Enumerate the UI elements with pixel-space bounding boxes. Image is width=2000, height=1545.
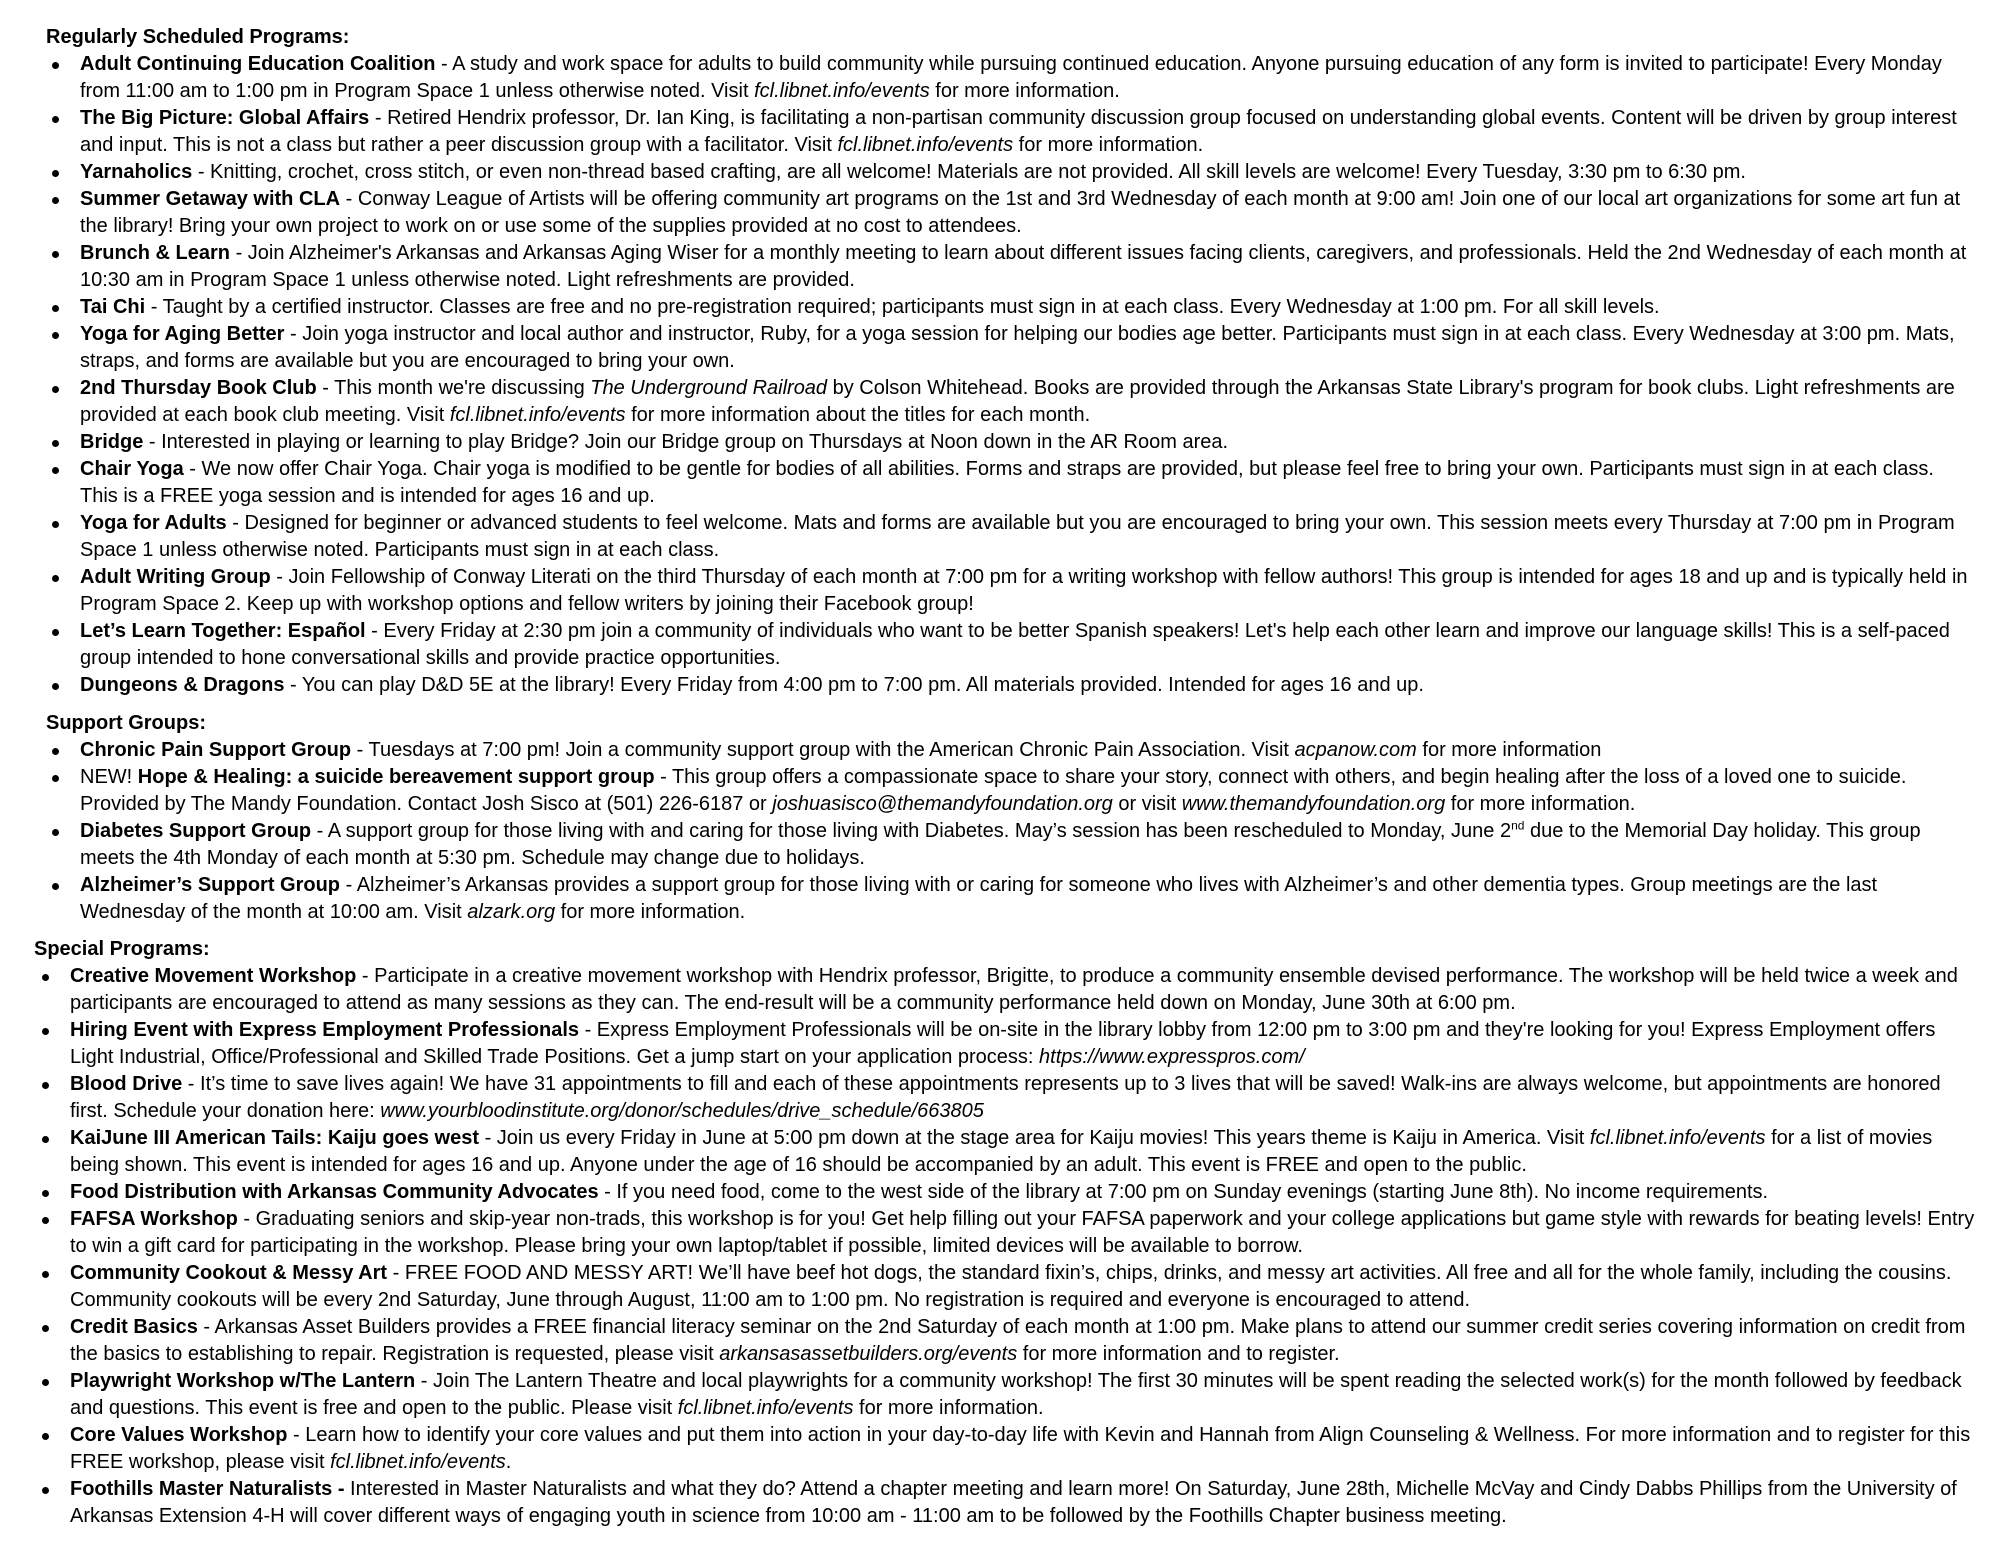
item-title: Alzheimer’s Support Group — [80, 874, 341, 896]
item-title: Adult Writing Group — [80, 566, 271, 588]
item-description: - Join The Lantern Theatre and local playwrights for a community workshop! The first 30 minutes will be spent reading the selected work(s) for the month followed by feedback and questions. This event is free and open to the public. Please visit — [70, 1370, 1962, 1419]
item-description: - Arkansas Asset Builders provides a FREE financial literacy seminar on the 2nd Saturday of each month at 1:00 pm. Make plans to attend our summer credit series covering information on credit from the basics to establishing to repair. Registration is requested, please visit — [70, 1316, 1966, 1365]
item-description-cont: for a list of movies being shown. This event is intended for ages 16 and up. Anyone under the age of 16 should be accompanied by an adult. This event is FREE and open to the public. — [70, 1127, 1933, 1176]
item-description: - Join yoga instructor and local author and instructor, Ruby, for a yoga session for helping our bodies age better. Participants must sign in at each class. Every Wednesday at 3:00 pm. Mats, straps, and forms are available but you are encouraged to bring your own. — [80, 323, 1955, 372]
list-item — [80, 51, 1975, 105]
list-item — [70, 1206, 1980, 1260]
item-description-end: for more information. — [1445, 793, 1636, 815]
list-item — [70, 1476, 1980, 1530]
special-programs-list — [70, 963, 1980, 1530]
list-item — [80, 240, 1975, 294]
item-description: - You can play D&D 5E at the library! Every Friday from 4:00 pm to 7:00 pm. All materials provided. Intended for ages 16 and up. — [284, 674, 1424, 696]
item-description: - Designed for beginner or advanced students to feel welcome. Mats and forms are available but you are encouraged to bring your own. This session meets every Thursday at 7:00 pm in Program Space 1 unless otherwise noted. Participants must sign in at each class. — [80, 512, 1955, 561]
item-description-cont: due to the Memorial Day holiday. This group meets the 4th Monday of each month at 5:30 pm. Schedule may change due to holidays. — [80, 820, 1921, 869]
item-description: - FREE FOOD AND MESSY ART! We’ll have beef hot dogs, the standard fixin’s, chips, drinks, and messy art activities. All free and all for the whole family, including the cousins. Community cookouts will be every 2nd Saturday, June through August, 11:00 am to 1:00 pm. No registration is required and everyone is encouraged to attend. — [70, 1262, 1952, 1311]
item-description: - A study and work space for adults to build community while pursuing continued education. Anyone pursuing education of any form is invited to participate! Every Monday from 11:00 am to 1:00 pm in Program Space 1 unless otherwise noted. Visit — [80, 53, 1942, 102]
list-item — [80, 672, 1975, 699]
item-description: - Join Alzheimer's Arkansas and Arkansas Aging Wiser for a monthly meeting to learn about different issues facing clients, caregivers, and professionals. Held the 2nd Wednesday of each month at 10:30 am in Program Space 1 unless otherwise noted. Light refreshments are provided. — [80, 242, 1967, 291]
regular-programs-section — [0, 24, 1990, 699]
item-title: Food Distribution with Arkansas Community Advocates — [70, 1181, 599, 1203]
item-title: Creative Movement Workshop — [70, 965, 357, 987]
item-link-2[interactable]: www.themandyfoundation.org — [1181, 793, 1446, 815]
item-title: Dungeons & Dragons — [80, 674, 285, 696]
list-item — [80, 186, 1975, 240]
item-description: - Join Fellowship of Conway Literati on the third Thursday of each month at 7:00 pm for a writing workshop with fellow authors! This group is intended for ages 18 and up and is typically held in Program Space 2. Keep up with workshop options and fellow writers by joining their Facebook group! — [80, 566, 1968, 615]
item-description: - Conway League of Artists will be offering community art programs on the 1st and 3rd Wednesday of each month at 9:00 am! Join one of our local art organizations for some art fun at the library! Bring your own project to work on or use some of the supplies provided at no cost to attendees. — [80, 188, 1961, 237]
list-item — [70, 1017, 1980, 1071]
item-description: - Every Friday at 2:30 pm join a community of individuals who want to be better Spanish speakers! Let's help each other learn and improve our language skills! This is a self-paced group intended to hone conversational skills and provide practice opportunities. — [80, 620, 1950, 669]
list-item — [80, 105, 1975, 159]
item-title: Credit Basics — [70, 1316, 198, 1338]
item-description: - This month we're discussing — [316, 377, 591, 399]
special-programs-section — [0, 936, 1990, 1530]
item-title: Diabetes Support Group — [80, 820, 312, 842]
item-description: - We now offer Chair Yoga. Chair yoga is modified to be gentle for bodies of all abilities. Forms and straps are provided, but please feel free to bring your own. Participants must sign in at each class. This is a FREE yoga session and is intended for ages 16 and up. — [80, 458, 1934, 507]
item-title: Yarnaholics — [80, 161, 193, 183]
item-link[interactable]: https://www.expresspros.com/ — [1039, 1046, 1305, 1068]
list-item — [80, 872, 1975, 926]
item-description: - If you need food, come to the west side of the library at 7:00 pm on Sunday evenings (starting June 8th). No income requirements. — [598, 1181, 1769, 1203]
item-link[interactable]: fcl.libnet.info/events — [677, 1397, 854, 1419]
list-item — [70, 1179, 1980, 1206]
list-item — [70, 1422, 1980, 1476]
list-item — [70, 1368, 1980, 1422]
list-item — [80, 618, 1975, 672]
item-description: - Join us every Friday in June at 5:00 pm down at the stage area for Kaiju movies! This years theme is Kaiju in America. Visit — [479, 1127, 1590, 1149]
item-description: - Alzheimer’s Arkansas provides a support group for those living with or caring for someone who lives with Alzheimer’s and other dementia types. Group meetings are the last Wednesday of the month at 10:00 am. Visit — [80, 874, 1878, 923]
item-description: - This group offers a compassionate space to share your story, connect with others, and begin healing after the loss of a loved one to suicide. Provided by The Mandy Foundation. Contact Josh Sisco at (501) 226-6187 or — [80, 766, 1907, 815]
item-superscript: nd — [1511, 818, 1525, 833]
item-title: Core Values Workshop — [70, 1424, 288, 1446]
list-item — [70, 1260, 1980, 1314]
item-title: Playwright Workshop w/The Lantern — [70, 1370, 416, 1392]
list-item — [80, 764, 1975, 818]
item-link[interactable]: alzark.org — [467, 901, 556, 923]
list-item — [70, 963, 1980, 1017]
item-link[interactable]: fcl.libnet.info/events — [837, 134, 1014, 156]
item-link-2[interactable]: fcl.libnet.info/events — [449, 404, 626, 426]
item-title: KaiJune III American Tails: Kaiju goes west — [70, 1127, 480, 1149]
item-title: Summer Getaway with CLA — [80, 188, 341, 210]
list-item — [80, 510, 1975, 564]
list-item — [80, 375, 1975, 429]
item-link[interactable]: The Underground Railroad — [590, 377, 828, 399]
section-heading-support: Support Groups: — [46, 712, 206, 734]
item-title: Tai Chi — [80, 296, 146, 318]
list-item — [80, 737, 1975, 764]
item-title: Bridge — [80, 431, 144, 453]
list-item — [80, 321, 1975, 375]
item-description-cont: for more information. — [1013, 134, 1204, 156]
item-description: - Interested in playing or learning to play Bridge? Join our Bridge group on Thursdays at Noon down in the AR Room area. — [143, 431, 1229, 453]
item-description-cont: for more information — [1416, 739, 1602, 761]
item-description: - A support group for those living with and caring for those living with Diabetes. May’s session has been rescheduled to Monday, June 2 — [311, 820, 1512, 842]
item-title: FAFSA Workshop — [70, 1208, 238, 1230]
item-title: Hope & Healing: a suicide bereavement support group — [137, 766, 655, 788]
item-link[interactable]: arkansasassetbuilders.org/events — [719, 1343, 1018, 1365]
item-link[interactable]: fcl.libnet.info/events — [1589, 1127, 1766, 1149]
item-link[interactable]: joshuasisco@themandyfoundation.org — [772, 793, 1113, 815]
support-groups-list — [80, 737, 1975, 926]
list-item — [70, 1071, 1980, 1125]
section-heading-special: Special Programs: — [34, 938, 210, 960]
item-description: - Knitting, crochet, cross stitch, or even non-thread based crafting, are all welcome! Materials are not provided. All skill levels are welcome! Every Tuesday, 3:30 pm to 6:30 pm. — [192, 161, 1746, 183]
item-description-cont: for more information. — [853, 1397, 1044, 1419]
item-description: - Graduating seniors and skip-year non-trads, this workshop is for you! Get help filling out your FAFSA paperwork and your college applications but game style with rewards for beating levels! Entry to win a gift card for participating in the workshop. Please bring your own laptop/tablet if possible, limited devices will be available to borrow. — [70, 1208, 1975, 1257]
item-title: Yoga for Adults — [80, 512, 227, 534]
item-link[interactable]: www.yourbloodinstitute.org/donor/schedules/drive_schedule/663805 — [380, 1100, 984, 1122]
item-description-cont: for more information. — [555, 901, 746, 923]
item-description: Interested in Master Naturalists and what they do? Attend a chapter meeting and learn more! On Saturday, June 28th, Michelle McVay and Cindy Dabbs Phillips from the University of Arkansas Extension 4-H will cover different ways of engaging youth in science from 10:00 am - 11:00 am to be followed by the Foothills Chapter business meeting. — [70, 1478, 1957, 1527]
item-description-cont: by Colson Whitehead. Books are provided through the Arkansas State Library's program for book clubs. Light refreshments are provided at each book club meeting. Visit — [80, 377, 1955, 426]
list-item — [80, 456, 1975, 510]
item-title: Let’s Learn Together: Español — [80, 620, 366, 642]
item-title: Yoga for Aging Better — [80, 323, 285, 345]
item-title: 2nd Thursday Book Club — [80, 377, 317, 399]
regular-programs-list — [80, 51, 1975, 699]
item-title: The Big Picture: Global Affairs — [80, 107, 370, 129]
item-description: - Retired Hendrix professor, Dr. Ian King, is facilitating a non-partisan community discussion group focused on understanding global events. Content will be driven by group interest and input. This is not a class but rather a peer discussion group with a facilitator. Visit — [80, 107, 1957, 156]
item-title: Community Cookout & Messy Art — [70, 1262, 388, 1284]
item-title: Blood Drive — [70, 1073, 183, 1095]
list-item — [80, 564, 1975, 618]
section-heading-regular: Regularly Scheduled Programs: — [46, 26, 350, 48]
item-title: Foothills Master Naturalists - — [70, 1478, 345, 1500]
support-groups-section — [0, 710, 1990, 926]
list-item — [80, 294, 1975, 321]
item-description-end: for more information about the titles for each month. — [625, 404, 1091, 426]
list-item — [70, 1125, 1980, 1179]
item-description-cont: . — [505, 1451, 512, 1473]
item-title: Brunch & Learn — [80, 242, 231, 264]
item-description-cont: or visit — [1112, 793, 1182, 815]
item-prefix: NEW! — [80, 766, 138, 788]
item-title: Chronic Pain Support Group — [80, 739, 352, 761]
list-item — [80, 429, 1975, 456]
item-description: - Participate in a creative movement workshop with Hendrix professor, Brigitte, to produce a community ensemble devised performance. The workshop will be held twice a week and participants are encouraged to attend as many sessions as they can. The end-result will be a community performance held down on Monday, June 30th at 6:00 pm. — [70, 965, 1958, 1014]
item-title: Chair Yoga — [80, 458, 184, 480]
item-link[interactable]: acpanow.com — [1294, 739, 1417, 761]
item-description-cont: for more information. — [929, 80, 1120, 102]
list-item — [80, 159, 1975, 186]
list-item — [80, 818, 1975, 872]
item-title: Adult Continuing Education Coalition — [80, 53, 436, 75]
item-title: Hiring Event with Express Employment Professionals — [70, 1019, 580, 1041]
item-link[interactable]: fcl.libnet.info/events — [754, 80, 930, 102]
list-item — [70, 1314, 1980, 1368]
item-description: - Taught by a certified instructor. Classes are free and no pre-registration required; participants must sign in at each class. Every Wednesday at 1:00 pm. For all skill levels. — [145, 296, 1660, 318]
item-description: - It’s time to save lives again! We have 31 appointments to fill and each of these appointments represents up to 3 lives that will be saved! Walk-ins are always welcome, but appointments are honored first. Schedule your donation here: — [70, 1073, 1941, 1122]
item-link[interactable]: fcl.libnet.info/events — [330, 1451, 506, 1473]
item-description: - Learn how to identify your core values and put them into action in your day-to-day life with Kevin and Hannah from Align Counseling & Wellness. For more information and to register for this FREE workshop, please visit — [70, 1424, 1971, 1473]
item-description: - Express Employment Professionals will be on-site in the library lobby from 12:00 pm to 3:00 pm and they're looking for you! Express Employment offers Light Industrial, Office/Professional and Skilled Trade Positions. Get a jump start on your application process: — [70, 1019, 1936, 1068]
item-description-cont: for more information and to register. — [1017, 1343, 1340, 1365]
item-description: - Tuesdays at 7:00 pm! Join a community support group with the American Chronic Pain Association. Visit — [351, 739, 1295, 761]
